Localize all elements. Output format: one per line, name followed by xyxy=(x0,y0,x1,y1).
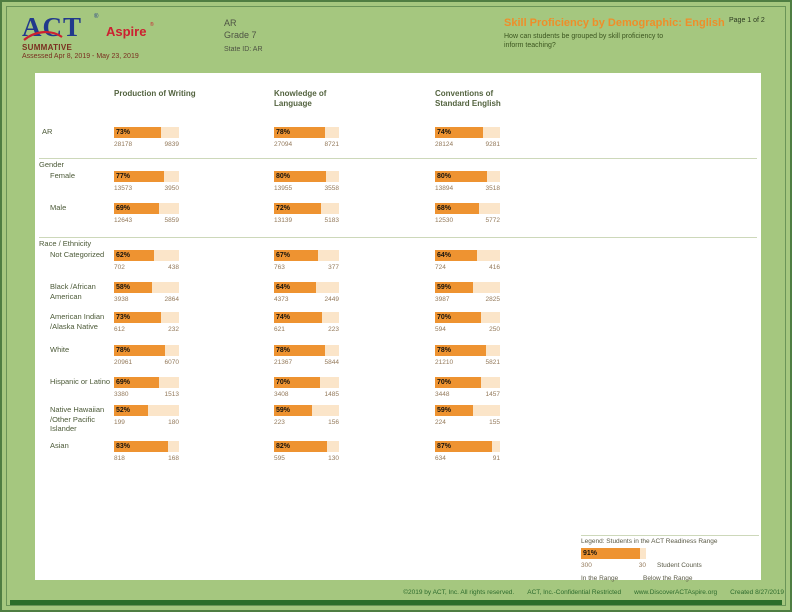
percent-in-range-label: 64% xyxy=(276,284,291,291)
row-label-line: Black /African xyxy=(50,282,96,291)
percent-in-range-label: 69% xyxy=(116,379,131,386)
proficiency-cell-white-col1 xyxy=(114,345,180,366)
demographic-row-black-african-american xyxy=(35,282,761,312)
state-id-label: State ID: AR xyxy=(224,46,263,53)
in-range-count: 702 xyxy=(114,264,125,271)
row-label-line: Not Categorized xyxy=(50,250,105,259)
report-title: Skill Proficiency by Demographic: English xyxy=(504,17,725,29)
proficiency-bar xyxy=(274,282,339,293)
percent-in-range-label: 74% xyxy=(437,129,452,136)
below-range-count: 3518 xyxy=(485,185,500,192)
proficiency-cell-ar-col3 xyxy=(435,127,501,148)
below-range-count: 168 xyxy=(168,455,179,462)
proficiency-cell-white-col2 xyxy=(274,345,340,366)
in-range-count: 3987 xyxy=(435,296,450,303)
below-range-count: 1485 xyxy=(324,391,339,398)
footer-created-date: Created 8/27/2019 xyxy=(730,589,784,596)
in-range-count: 13894 xyxy=(435,185,454,192)
in-range-count: 634 xyxy=(435,455,446,462)
in-range-count: 763 xyxy=(274,264,285,271)
in-range-count: 4373 xyxy=(274,296,289,303)
below-range-count: 2825 xyxy=(485,296,500,303)
demographic-row-ar xyxy=(35,127,761,157)
row-label-not-categorized xyxy=(50,250,122,260)
below-range-count: 9281 xyxy=(485,141,500,148)
legend-sample-bar xyxy=(581,548,646,559)
proficiency-cell-american-indian-alaska-native-col1 xyxy=(114,312,180,333)
percent-in-range-label: 59% xyxy=(437,407,452,414)
report-panel xyxy=(35,73,761,580)
legend-sample-bar-fill xyxy=(581,548,640,559)
proficiency-bar xyxy=(274,345,339,356)
below-range-count: 91 xyxy=(492,455,500,462)
below-range-count: 438 xyxy=(168,264,179,271)
below-range-count: 9839 xyxy=(164,141,179,148)
in-range-count: 13573 xyxy=(114,185,133,192)
proficiency-bar xyxy=(435,345,500,356)
row-label-line: American xyxy=(50,291,82,301)
proficiency-cell-female-col1 xyxy=(114,171,180,192)
proficiency-cell-ar-col1 xyxy=(114,127,180,148)
percent-in-range-label: 87% xyxy=(437,443,452,450)
below-range-count: 5844 xyxy=(324,359,339,366)
below-range-count: 3558 xyxy=(324,185,339,192)
proficiency-bar xyxy=(435,441,500,452)
proficiency-bar xyxy=(435,377,500,388)
percent-in-range-label: 80% xyxy=(437,173,452,180)
below-range-count: 2864 xyxy=(164,296,179,303)
proficiency-bar xyxy=(435,250,500,261)
proficiency-bar xyxy=(114,312,179,323)
section-divider-race xyxy=(39,237,757,238)
percent-in-range-label: 70% xyxy=(276,379,291,386)
in-range-count: 20961 xyxy=(114,359,133,366)
footer-confidential: ACT, Inc.-Confidential Restricted xyxy=(527,589,622,596)
proficiency-bar xyxy=(435,203,500,214)
row-label-hispanic-or-latino xyxy=(50,377,122,387)
proficiency-cell-male-col3 xyxy=(435,203,501,224)
proficiency-bar xyxy=(274,312,339,323)
proficiency-cell-not-categorized-col3 xyxy=(435,250,501,271)
row-label-male xyxy=(50,203,122,213)
legend-in-range-count: 300 xyxy=(581,562,592,569)
legend-student-counts-label: Student Counts xyxy=(657,562,702,569)
program-label: SUMMATIVE xyxy=(22,43,73,52)
proficiency-bar xyxy=(114,203,179,214)
below-range-count: 416 xyxy=(489,264,500,271)
below-range-count: 130 xyxy=(328,455,339,462)
row-label-line: Male xyxy=(50,203,67,212)
proficiency-cell-hispanic-or-latino-col2 xyxy=(274,377,340,398)
demographic-row-male xyxy=(35,203,761,233)
below-range-count: 223 xyxy=(328,326,339,333)
report-subtitle: How can students be grouped by skill proficiency to inform teaching? xyxy=(504,33,664,49)
in-range-count: 224 xyxy=(435,419,446,426)
demographic-row-native-hawaiian xyxy=(35,405,761,435)
demographic-row-american-indian-alaska-native xyxy=(35,312,761,342)
proficiency-cell-not-categorized-col2 xyxy=(274,250,340,271)
in-range-count: 3380 xyxy=(114,391,129,398)
proficiency-bar xyxy=(435,171,500,182)
act-logo-text: ACT xyxy=(22,12,83,42)
proficiency-cell-native-hawaiian-col3 xyxy=(435,405,501,426)
aspire-registered-mark: ® xyxy=(150,22,154,28)
proficiency-bar xyxy=(435,282,500,293)
row-label-line: Native Hawaiian xyxy=(50,405,105,414)
row-label-line: /Other Pacific xyxy=(50,414,96,424)
demographic-row-not-categorized xyxy=(35,250,761,280)
proficiency-bar xyxy=(114,127,179,138)
percent-in-range-label: 78% xyxy=(437,347,452,354)
proficiency-cell-asian-col2 xyxy=(274,441,340,462)
in-range-count: 3938 xyxy=(114,296,129,303)
in-range-count: 21367 xyxy=(274,359,293,366)
below-range-count: 5821 xyxy=(485,359,500,366)
row-label-line: /Alaska Native xyxy=(50,321,98,331)
below-range-count: 5859 xyxy=(164,217,179,224)
percent-in-range-label: 78% xyxy=(276,347,291,354)
in-range-count: 12643 xyxy=(114,217,133,224)
organization-label: AR xyxy=(224,18,237,28)
below-range-count: 180 xyxy=(168,419,179,426)
demographic-row-hispanic-or-latino xyxy=(35,377,761,407)
proficiency-bar xyxy=(435,405,500,416)
proficiency-bar xyxy=(435,127,500,138)
below-range-count: 3950 xyxy=(164,185,179,192)
row-label-ar xyxy=(42,127,114,137)
proficiency-cell-male-col2 xyxy=(274,203,340,224)
below-range-count: 6070 xyxy=(164,359,179,366)
percent-in-range-label: 70% xyxy=(437,314,452,321)
percent-in-range-label: 69% xyxy=(116,205,131,212)
below-range-count: 155 xyxy=(489,419,500,426)
proficiency-bar xyxy=(114,345,179,356)
below-range-count: 5772 xyxy=(485,217,500,224)
footer-copyright: ©2019 by ACT, Inc. All rights reserved. xyxy=(403,589,515,596)
in-range-count: 818 xyxy=(114,455,125,462)
section-label-gender: Gender xyxy=(39,160,65,169)
percent-in-range-label: 78% xyxy=(276,129,291,136)
demographic-row-white xyxy=(35,345,761,375)
proficiency-cell-female-col3 xyxy=(435,171,501,192)
in-range-count: 595 xyxy=(274,455,285,462)
proficiency-cell-asian-col3 xyxy=(435,441,501,462)
row-label-female xyxy=(50,171,122,181)
legend-title: Legend: Students in the ACT Readiness Range xyxy=(581,538,718,545)
proficiency-bar xyxy=(274,441,339,452)
below-range-count: 156 xyxy=(328,419,339,426)
row-label-line: Female xyxy=(50,171,76,180)
proficiency-cell-american-indian-alaska-native-col2 xyxy=(274,312,340,333)
proficiency-bar xyxy=(114,441,179,452)
row-label-line: White xyxy=(50,345,70,354)
proficiency-bar xyxy=(114,171,179,182)
proficiency-cell-black-african-american-col2 xyxy=(274,282,340,303)
percent-in-range-label: 70% xyxy=(437,379,452,386)
below-range-count: 2449 xyxy=(324,296,339,303)
row-label-line: Asian xyxy=(50,441,69,450)
section-divider-gender xyxy=(39,158,757,159)
percent-in-range-label: 80% xyxy=(276,173,291,180)
percent-in-range-label: 78% xyxy=(116,347,131,354)
proficiency-bar xyxy=(274,171,339,182)
row-label-white xyxy=(50,345,122,355)
percent-in-range-label: 52% xyxy=(116,407,131,414)
percent-in-range-label: 72% xyxy=(276,205,291,212)
in-range-count: 199 xyxy=(114,419,125,426)
proficiency-cell-hispanic-or-latino-col3 xyxy=(435,377,501,398)
proficiency-bar xyxy=(114,282,179,293)
row-label-line: AR xyxy=(42,127,53,136)
proficiency-cell-female-col2 xyxy=(274,171,340,192)
footer xyxy=(372,589,784,596)
in-range-count: 612 xyxy=(114,326,125,333)
proficiency-bar xyxy=(274,377,339,388)
in-range-count: 21210 xyxy=(435,359,454,366)
footer-rule xyxy=(10,600,782,605)
in-range-count: 3408 xyxy=(274,391,289,398)
proficiency-bar xyxy=(114,377,179,388)
legend-below-range-label: Below the Range xyxy=(643,575,693,582)
aspire-logo-text: Aspire xyxy=(106,24,147,39)
below-range-count: 5183 xyxy=(324,217,339,224)
below-range-count: 232 xyxy=(168,326,179,333)
proficiency-cell-black-african-american-col3 xyxy=(435,282,501,303)
proficiency-bar xyxy=(114,250,179,261)
assessed-date-range: Assessed Apr 8, 2019 - May 23, 2019 xyxy=(22,53,139,60)
row-label-line: American Indian xyxy=(50,312,105,321)
percent-in-range-label: 82% xyxy=(276,443,291,450)
proficiency-cell-native-hawaiian-col2 xyxy=(274,405,340,426)
proficiency-bar xyxy=(274,127,339,138)
proficiency-cell-ar-col2 xyxy=(274,127,340,148)
in-range-count: 223 xyxy=(274,419,285,426)
percent-in-range-label: 64% xyxy=(437,252,452,259)
row-label-native-hawaiian xyxy=(50,405,122,434)
legend-sample-percent: 91% xyxy=(583,550,598,557)
in-range-count: 12530 xyxy=(435,217,454,224)
demographic-row-female xyxy=(35,171,761,201)
percent-in-range-label: 73% xyxy=(116,314,131,321)
row-label-line: Islander xyxy=(50,424,77,433)
in-range-count: 28178 xyxy=(114,141,133,148)
act-logo-swoosh-icon xyxy=(22,28,96,44)
proficiency-bar xyxy=(114,405,179,416)
act-registered-mark: ® xyxy=(94,14,99,20)
proficiency-cell-white-col3 xyxy=(435,345,501,366)
in-range-count: 594 xyxy=(435,326,446,333)
percent-in-range-label: 77% xyxy=(116,173,131,180)
proficiency-cell-black-african-american-col1 xyxy=(114,282,180,303)
proficiency-cell-male-col1 xyxy=(114,203,180,224)
section-label-race: Race / Ethnicity xyxy=(39,239,92,248)
row-label-line: Hispanic or Latino xyxy=(50,377,111,386)
footer-website: www.DiscoverACTAspire.org xyxy=(634,589,718,596)
percent-in-range-label: 59% xyxy=(276,407,291,414)
legend-divider xyxy=(581,535,759,536)
percent-in-range-label: 68% xyxy=(437,205,452,212)
proficiency-cell-american-indian-alaska-native-col3 xyxy=(435,312,501,333)
percent-in-range-label: 62% xyxy=(116,252,131,259)
proficiency-cell-native-hawaiian-col1 xyxy=(114,405,180,426)
column-header-knowledge-of-language: Knowledge of Language xyxy=(274,89,327,108)
in-range-count: 13955 xyxy=(274,185,293,192)
in-range-count: 3448 xyxy=(435,391,450,398)
in-range-count: 28124 xyxy=(435,141,454,148)
below-range-count: 8721 xyxy=(324,141,339,148)
below-range-count: 1457 xyxy=(485,391,500,398)
legend-in-range-label: In the Range xyxy=(581,575,619,582)
below-range-count: 250 xyxy=(489,326,500,333)
proficiency-bar xyxy=(274,250,339,261)
legend-below-count: 30 xyxy=(638,562,646,569)
proficiency-bar xyxy=(435,312,500,323)
percent-in-range-label: 83% xyxy=(116,443,131,450)
grade-label: Grade 7 xyxy=(224,30,257,40)
percent-in-range-label: 59% xyxy=(437,284,452,291)
row-label-black-african-american xyxy=(50,282,122,301)
proficiency-cell-hispanic-or-latino-col1 xyxy=(114,377,180,398)
in-range-count: 724 xyxy=(435,264,446,271)
row-label-american-indian-alaska-native xyxy=(50,312,122,331)
in-range-count: 27094 xyxy=(274,141,293,148)
proficiency-cell-not-categorized-col1 xyxy=(114,250,180,271)
report-context xyxy=(224,17,263,56)
column-header-production-of-writing: Production of Writing xyxy=(114,89,196,98)
proficiency-cell-asian-col1 xyxy=(114,441,180,462)
in-range-count: 13139 xyxy=(274,217,293,224)
proficiency-bar xyxy=(274,203,339,214)
in-range-count: 621 xyxy=(274,326,285,333)
row-label-asian xyxy=(50,441,122,451)
demographic-row-asian xyxy=(35,441,761,471)
below-range-count: 1513 xyxy=(164,391,179,398)
percent-in-range-label: 73% xyxy=(116,129,131,136)
column-header-conventions-of-standard-english: Conventions of Standard English xyxy=(435,89,501,108)
percent-in-range-label: 58% xyxy=(116,284,131,291)
proficiency-bar xyxy=(274,405,339,416)
percent-in-range-label: 74% xyxy=(276,314,291,321)
below-range-count: 377 xyxy=(328,264,339,271)
page-indicator: Page 1 of 2 xyxy=(729,17,765,24)
percent-in-range-label: 67% xyxy=(276,252,291,259)
